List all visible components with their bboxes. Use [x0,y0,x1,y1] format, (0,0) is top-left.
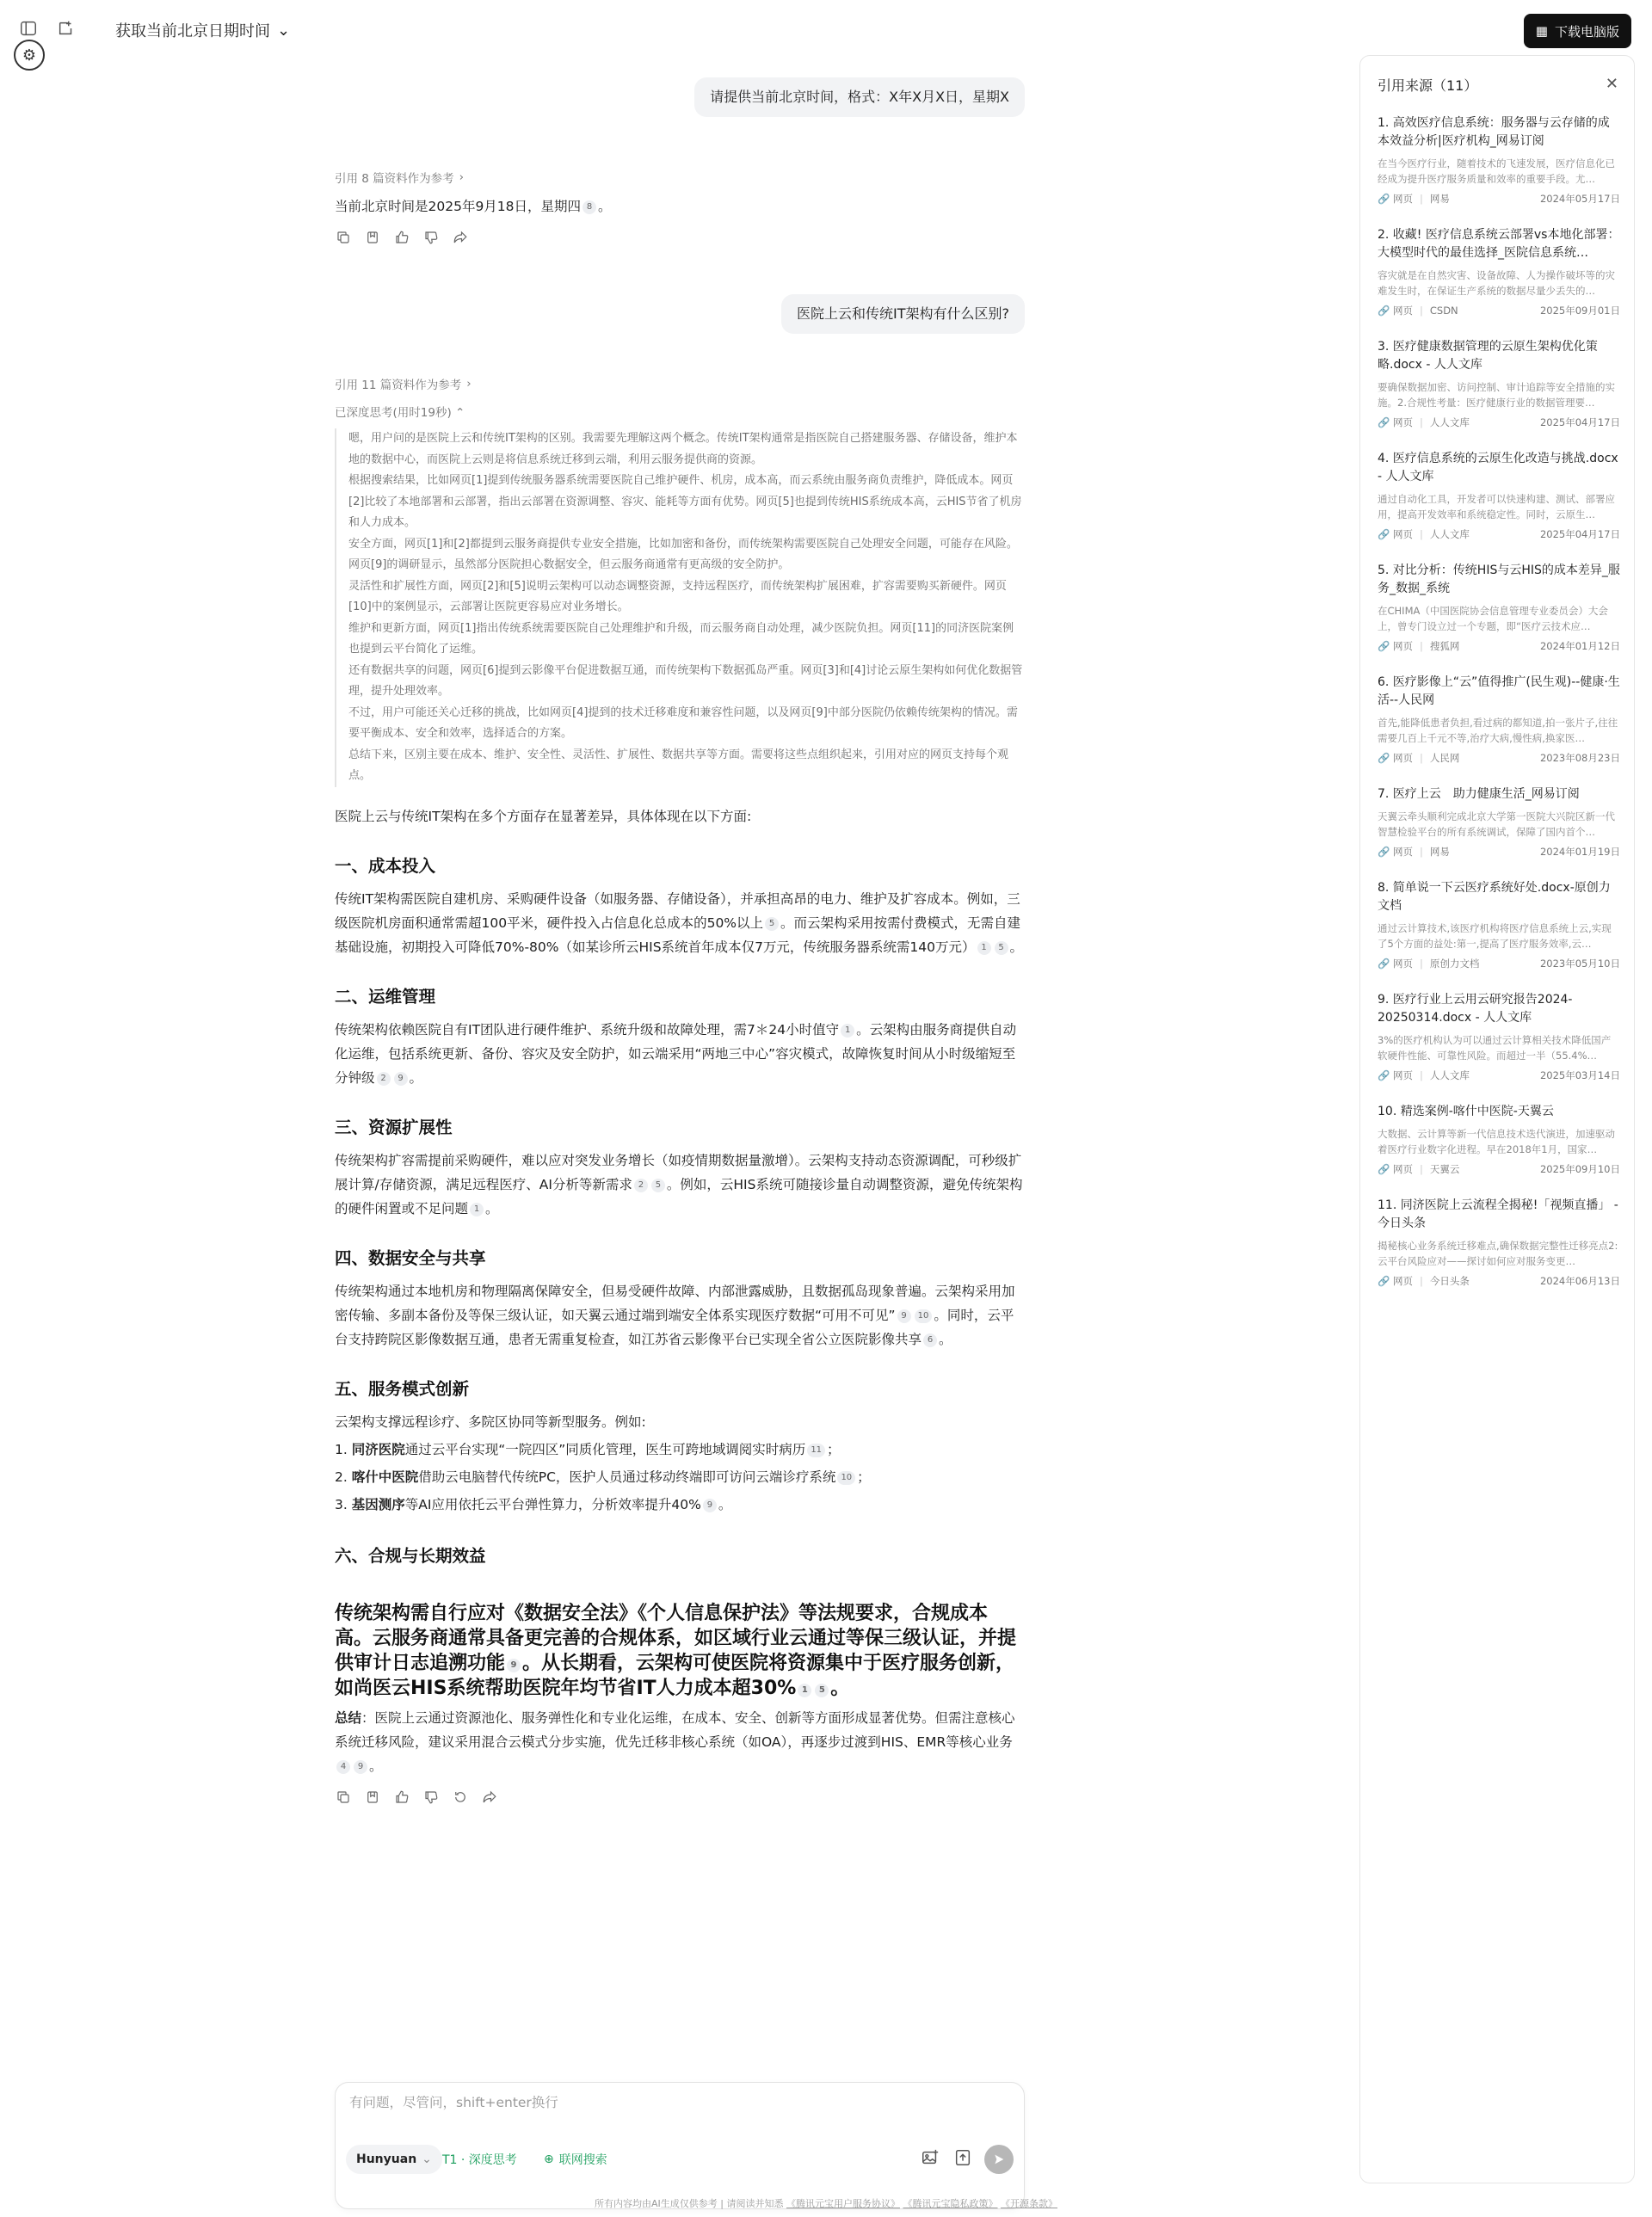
bookmark-icon[interactable] [364,229,381,246]
section-body [335,1149,1025,1221]
close-icon[interactable]: ✕ [1605,75,1618,93]
link-icon: 🔗 [1378,958,1390,970]
body-text: 。从长期看，云架构可使医院将资源集中于医疗服务创新，如尚医云HIS系统帮助医院年均节省IT人力成本超30% [335,1652,1015,1699]
source-title: 9. 医疗行业上云用云研究报告2024-20250314.docx - 人人文库 [1378,993,1573,1025]
think-paragraph: 安全方面，网页[1]和[2]都提到云服务商提供专业安全措施，比如加密和备份，而传统架构需要医院自己处理安全问题，可能存在风险。网页[9]的调研显示，虽然部分医院担心数据安全，但云服务商通常有更高级的安全防护。 [348,537,1018,571]
source-type: 网页 [1392,1163,1413,1175]
punct: 。 [369,1758,383,1774]
source-meta: 🔗 网页 | 人人文库 2025年04月17日 [1378,416,1620,428]
source-title: 6. 医疗影像上“云”值得推广(民生观)--健康·生活--人民网 [1378,675,1620,707]
source-date: 2025年04月17日 [1539,416,1620,428]
source-date: 2024年06月13日 [1539,1275,1620,1287]
user-message [694,77,1025,117]
citation-badge[interactable]: 9 [354,1760,367,1774]
citation-badge[interactable]: 5 [815,1684,829,1697]
source-type: 网页 [1392,846,1413,858]
chevron-down-icon: ⌄ [277,21,291,40]
source-type: 网页 [1392,305,1413,317]
citation-badge[interactable]: 9 [507,1659,521,1672]
source-date: 2025年03月14日 [1539,1069,1620,1081]
citation-badge[interactable]: 10 [837,1471,855,1485]
section-heading: 五、服务模式创新 [335,1378,470,1399]
reference-count: 引用 8 篇资料作为参考 [335,172,454,186]
think-paragraph: 维护和更新方面，网页[1]指出传统系统需要医院自己处理维护和升级，而云服务商自动处理，减少医院负担。网页[11]的同济医院案例也提到云平台简化了运维。 [348,621,1014,656]
list-text: 借助云电脑替代传统PC，医护人员通过移动终端即可访问云端诊疗系统 [418,1469,836,1485]
body-text: 。而云架构采用按需付费模式，无需自建基础设施，初期投入可降低70%-80%（如某诊所云HIS系统首年成本仅7万元，传统服务器系统需140万元） [335,915,1021,955]
source-type: 网页 [1392,1069,1413,1081]
source-date: 2024年01月12日 [1539,640,1620,652]
copy-icon[interactable] [335,1789,352,1806]
source-title: 10. 精选案例-喀什中医院-天翼云 [1378,1105,1554,1118]
punct: ； [857,1469,871,1485]
chevron-right-icon: › [459,170,465,184]
body-text: 传统架构通过本地机房和物理隔离保障安全，但易受硬件故障、内部泄露威胁，且数据孤岛现象普遍。云架构采用加密传输、多副本备份及等保三级认证，如天翼云通过端到端安全体系实现医疗数据“可用不可见” [335,1283,1015,1323]
citation-badge[interactable]: 1 [841,1024,854,1038]
citation-badge[interactable]: 10 [915,1309,933,1323]
link-icon: 🔗 [1378,305,1390,317]
list-bold: 基因测序 [351,1496,405,1512]
answer-actions [335,229,1025,246]
source-title: 3. 医疗健康数据管理的云原生架构优化策略.docx - 人人文库 [1378,340,1598,372]
sources-title: 引用来源（11） [1378,77,1478,94]
link-icon: 🔗 [1378,416,1390,428]
source-snippet: 天翼云牵头顺利完成北京大学第一医院大兴院区新一代智慧检验平台的所有系统调试，保障了国内首个… [1378,810,1615,838]
source-date: 2025年04月17日 [1539,528,1620,540]
source-snippet: 揭秘核心业务系统迁移难点,确保数据完整性迁移亮点2:云平台风险应对——探讨如何应对服务变更… [1378,1240,1618,1267]
share-icon[interactable] [481,1789,498,1806]
open-source-link[interactable]: 《开源条款》 [1000,2198,1057,2209]
source-item[interactable] [1378,1103,1620,1176]
chevron-up-icon: ⌃ [455,406,465,420]
punct: ； [827,1441,841,1457]
source-site: 天翼云 [1429,1163,1460,1175]
section-heading: 四、数据安全与共享 [335,1247,486,1268]
think-paragraph: 灵活性和扩展性方面，网页[2]和[5]说明云架构可以动态调整资源，支持远程医疗，而传统架构扩展困难，扩容需要购买新硬件。网页[10]中的案例显示，云部署让医院更容易应对业务增长。 [348,579,1007,613]
body-text: 。例如，云HIS系统可随接诊量自动调整资源，避免传统架构的硬件闲置或不足问题 [335,1176,1023,1216]
source-item[interactable] [1378,338,1620,429]
source-item[interactable] [1378,114,1620,206]
source-type: 网页 [1392,193,1413,205]
list-item [335,1491,1025,1518]
list-num: 2. [335,1469,348,1485]
assistant-answer [335,194,1025,219]
source-item[interactable] [1378,450,1620,541]
source-snippet: 通过自动化工具，开发者可以快速构建、测试、部署应用，提高开发效率和系统稳定性。同时，云原生… [1378,493,1615,520]
source-site: 人人文库 [1429,528,1470,540]
citation-badge[interactable]: 1 [798,1684,811,1697]
deep-think-label: T1 · 深度思考 [442,2153,517,2167]
source-item[interactable] [1378,879,1620,970]
source-date: 2025年09月10日 [1539,1163,1620,1175]
citation-badge[interactable]: 2 [377,1072,391,1086]
image-upload-icon[interactable] [921,2148,943,2171]
link-icon: 🔗 [1378,846,1390,858]
new-chat-icon[interactable] [57,19,77,40]
section-heading: 二、运维管理 [335,986,436,1007]
message-composer [335,2082,1025,2209]
list-num: 3. [335,1496,348,1512]
list-item [335,1463,1025,1491]
punct: 。 [939,1331,952,1347]
yuanbao-logo-icon[interactable]: ⚙ [14,40,45,71]
section-body [335,1018,1025,1090]
source-date: 2024年05月17日 [1539,193,1620,205]
source-snippet: 3%的医疗机构认为可以通过云计算相关技术降低国产软硬件性能、可靠性风险。而超过一半（55.4%… [1378,1034,1612,1062]
source-title: 4. 医疗信息系统的云原生化改造与挑战.docx - 人人文库 [1378,452,1618,483]
conversation-title-dropdown[interactable] [115,19,290,41]
list-text: 通过云平台实现“一院四区”同质化管理，医生可跨地域调阅实时病历 [404,1441,806,1457]
source-site: 网易 [1429,193,1450,205]
answer-text: 当前北京时间是2025年9月18日，星期四 [335,199,582,214]
think-paragraph: 嗯，用户问的是医院上云和传统IT架构的区别。我需要先理解这两个概念。传统IT架构通常是指医院自己搭建服务器、存储设备，维护本地的数据中心，而医院上云则是将信息系统迁移到云端，利用云服务提供商的资源。 [348,432,1018,466]
sidebar-toggle-icon[interactable] [19,19,40,40]
citation-badge[interactable]: 5 [765,917,779,931]
list-text: 等AI应用依托云平台弹性算力，分析效率提升40% [404,1496,701,1512]
citation-badge[interactable]: 9 [897,1309,911,1323]
link-icon: 🔗 [1378,1163,1390,1175]
message-input[interactable] [349,2095,1003,2110]
privacy-policy-link[interactable]: 《腾讯元宝隐私政策》 [903,2198,998,2209]
source-title: 5. 对比分析：传统HIS与云HIS的成本差异_服务_数据_系统 [1378,563,1620,595]
think-paragraph: 不过，用户可能还关心迁移的挑战，比如网页[4]提到的技术迁移难度和兼容性问题，以及网页[9]中部分医院仍依赖传统架构的情况。需要平衡成本、安全和效率，选择适合的方案。 [348,705,1018,740]
source-meta: 🔗 网页 | CSDN 2025年09月01日 [1378,305,1620,317]
punct: 。 [598,199,612,214]
source-meta: 🔗 网页 | 搜狐网 2024年01月12日 [1378,640,1620,652]
citation-badge[interactable]: 1 [977,941,991,955]
source-meta: 🔗 网页 | 人人文库 2025年04月17日 [1378,528,1620,540]
think-paragraph: 总结下来，区别主要在成本、维护、安全性、灵活性、扩展性、数据共享等方面。需要将这些点组织起来，引用对应的网页支持每个观点。 [348,748,1009,782]
download-desktop-button[interactable] [1524,14,1631,48]
source-type: 网页 [1392,528,1413,540]
source-meta: 🔗 网页 | 天翼云 2025年09月10日 [1378,1163,1620,1175]
thinking-content [335,428,1025,787]
download-label: 下载电脑版 [1554,23,1619,40]
source-snippet: 容灾就是在自然灾害、设备故障、人为操作破坏等的灾难发生时，在保证生产系统的数据尽量少丢失的… [1378,269,1615,297]
source-meta: 🔗 网页 | 人民网 2023年08月23日 [1378,752,1620,764]
body-text: 传统架构依赖医院自有IT团队进行硬件维护、系统升级和故障处理，需7＊24小时值守 [335,1021,840,1038]
source-title: 8. 简单说一下云医疗系统好处.docx-原创力文档 [1378,881,1611,913]
source-item[interactable] [1378,674,1620,765]
summary-label: 总结 [335,1709,362,1726]
source-date: 2025年09月01日 [1539,305,1620,317]
source-meta: 🔗 网页 | 今日头条 2024年06月13日 [1378,1275,1620,1287]
share-icon[interactable] [452,229,469,246]
citation-badge[interactable]: 11 [807,1444,825,1457]
footer-text: 所有内容均由AI生成仅供参考 | 请阅读并知悉 [595,2198,784,2209]
link-icon: 🔗 [1378,640,1390,652]
source-snippet: 大数据、云计算等新一代信息技术迭代演进，加速驱动着医疗行业数字化进程。早在2018年1月，国家… [1378,1128,1615,1155]
citation-badge[interactable]: 5 [995,941,1008,955]
source-meta: 🔗 网页 | 网易 2024年05月17日 [1378,193,1620,205]
source-item[interactable] [1378,562,1620,653]
chat-thread [335,77,1025,1806]
source-title: 11. 同济医院上云流程全揭秘!「视频直播」 - 今日头条 [1378,1198,1618,1230]
punct: 。 [1009,939,1024,955]
punct: 。 [718,1496,732,1512]
list-bold: 喀什中医院 [351,1469,419,1485]
summary-paragraph [335,1706,1025,1778]
reference-count: 引用 11 篇资料作为参考 [335,379,462,392]
source-site: 网易 [1429,846,1450,858]
body-text: 传统IT架构需医院自建机房、采购硬件设备（如服务器、存储设备），并承担高昂的电力、维护及扩容成本。例如，三级医院机房面积通常需超100平米，硬件投入占信息化总成本的50%以上 [335,890,1020,931]
punct: 。 [409,1069,423,1086]
punct: 。 [485,1200,499,1216]
citation-badge[interactable]: 6 [923,1333,937,1347]
section-body [335,1279,1025,1352]
citation-badge[interactable]: 9 [703,1499,717,1512]
web-search-toggle-button[interactable] [533,2145,618,2174]
source-site: CSDN [1429,305,1458,317]
chevron-down-icon: ⌄ [422,2152,432,2166]
section-body [335,887,1025,959]
deep-think-label: 已深度思考(用时19秒) [335,406,452,420]
body-text: 。同时，云平台支持跨院区影像数据互通，患者无需重复检查，如江苏省云影像平台已实现全省公立医院影像共享 [335,1307,1014,1347]
source-type: 网页 [1392,958,1413,970]
source-site: 人民网 [1429,752,1460,764]
web-search-label: 联网搜索 [558,2153,607,2167]
body-text: 传统架构需自行应对《数据安全法》《个人信息保护法》等法规要求，合规成本高。云服务商通常具备更完善的合规体系，如区域行业云通过等保三级认证，并提供审计日志追溯功能 [335,1602,1017,1674]
link-icon: 🔗 [1378,1275,1390,1287]
source-date: 2024年01月19日 [1539,846,1620,858]
source-item[interactable] [1378,1197,1620,1288]
answer-actions [335,1789,1025,1806]
source-date: 2023年08月23日 [1539,752,1620,764]
source-snippet: 首先,能降低患者负担,看过病的都知道,拍一张片子,往往需要几百上千元不等,治疗大病,慢性病,换家医… [1378,717,1618,744]
bookmark-icon[interactable] [364,1789,381,1806]
list-bold: 同济医院 [351,1441,405,1457]
copy-icon[interactable] [335,229,352,246]
think-paragraph: 还有数据共享的问题，网页[6]提到云影像平台促进数据互通，而传统架构下数据孤岛严重。网页[3]和[4]讨论云原生架构如何优化数据管理，提升处理效率。 [348,663,1023,698]
source-snippet: 在当今医疗行业，随着技术的飞速发展，医疗信息化已经成为提升医疗服务质量和效率的重要手段。尤… [1378,157,1615,185]
file-upload-icon[interactable] [953,2148,976,2171]
source-type: 网页 [1392,416,1413,428]
source-site: 今日头条 [1429,1275,1470,1287]
source-meta: 🔗 网页 | 人人文库 2025年03月14日 [1378,1069,1620,1081]
link-icon: 🔗 [1378,752,1390,764]
link-icon: 🔗 [1378,193,1390,205]
section-intro: 云架构支撑远程诊疗、多院区协同等新型服务。例如: [335,1413,646,1430]
user-agreement-link[interactable]: 《腾讯元宝用户服务协议》 [786,2198,900,2209]
deep-think-toggle[interactable] [335,403,1025,420]
example-list [335,1436,1025,1518]
source-type: 网页 [1392,1275,1413,1287]
citation-badge[interactable]: 9 [394,1072,408,1086]
think-paragraph: 根据搜索结果，比如网页[1]提到传统服务器系统需要医院自己维护硬件、机房，成本高，而云系统由服务商负责维护，降低成本。网页[2]比较了本地部署和云部署，指出云部署在资源调整、容灾、能耗等方面有优势。网页[5]也提到传统HIS系统成本高，云HIS节省了机房和人力成本。 [348,474,1022,529]
source-date: 2023年05月10日 [1539,958,1620,970]
sources-panel [1359,55,1635,2183]
body-text: 。云架构由服务商提供自动化运维，包括系统更新、备份、容灾及安全防护，如云端采用“两地三中心”容灾模式，故障恢复时间从小时级缩短至分钟级 [335,1021,1017,1086]
user-message-text: 医院上云和传统IT架构有什么区别? [797,305,1009,322]
punct: 。 [830,1677,850,1699]
source-site: 搜狐网 [1429,640,1460,652]
send-button[interactable] [984,2145,1014,2174]
thumbs-down-icon[interactable] [422,1789,440,1806]
deep-think-toggle-button[interactable] [432,2145,527,2174]
source-title: 2. 收藏! 医疗信息系统云部署vs本地化部署：大模型时代的最佳选择_医院信息系统… [1378,228,1620,260]
source-snippet: 在CHIMA（中国医院协会信息管理专业委员会）大会上，曾专门设立过一个专题，即“医疗云技术应… [1378,605,1608,632]
globe-icon: ⊕ [544,2152,554,2166]
citation-badge[interactable]: 4 [336,1760,350,1774]
source-snippet: 要确保数据加密、访问控制、审计追踪等安全措施的实施。2.合规性考量：医疗健康行业的数据管理要… [1378,381,1615,409]
section-heading: 一、成本投入 [335,855,436,876]
user-message-text: 请提供当前北京时间，格式：X年X月X日，星期X [710,89,1009,105]
regenerate-icon[interactable] [452,1789,469,1806]
source-item[interactable] [1378,226,1620,317]
windows-icon: ▦ [1535,23,1548,39]
reference-toggle[interactable] [335,375,1025,392]
source-title: 1. 高效医疗信息系统：服务器与云存储的成本效益分析|医疗机构_网易订阅 [1378,116,1610,148]
disclaimer-footer [0,2196,1652,2210]
source-title: 7. 医疗上云 助力健康生活_网易订阅 [1378,787,1580,801]
list-num: 1. [335,1441,348,1457]
answer-intro: 医院上云与传统IT架构在多个方面存在显著差异，具体体现在以下方面: [335,808,752,824]
source-site: 原创力文档 [1429,958,1480,970]
conversation-title: 获取当前北京日期时间 [115,22,270,40]
reference-toggle[interactable] [335,169,1025,186]
citation-badge[interactable]: 8 [583,200,596,214]
source-type: 网页 [1392,640,1413,652]
thumbs-up-icon[interactable] [393,1789,410,1806]
citation-badge[interactable]: 1 [470,1203,484,1216]
emphasized-paragraph [335,1601,1025,1701]
thumbs-down-icon[interactable] [422,229,440,246]
source-site: 人人文库 [1429,416,1470,428]
thumbs-up-icon[interactable] [393,229,410,246]
user-message [781,294,1025,334]
chevron-right-icon: › [466,377,472,391]
section-heading: 六、合规与长期效益 [335,1545,486,1566]
source-meta: 🔗 网页 | 网易 2024年01月19日 [1378,846,1620,858]
source-snippet: 通过云计算技术,该医疗机构将医疗信息系统上云,实现了5个方面的益处:第一,提高了医疗服务效率,云… [1378,922,1612,950]
list-item [335,1436,1025,1463]
body-text: ：医院上云通过资源池化、服务弹性化和专业化运维，在成本、安全、创新等方面形成显著优势。但需注意核心系统迁移风险，建议采用混合云模式分步实施，优先迁移非核心系统（如OA），再逐步过渡到HIS、EMR等核心业务 [335,1709,1015,1750]
model-label: Hunyuan [356,2152,417,2166]
source-meta: 🔗 网页 | 原创力文档 2023年05月10日 [1378,958,1620,970]
citation-badge[interactable]: 2 [634,1179,648,1192]
model-selector[interactable] [346,2145,442,2174]
source-item[interactable] [1378,785,1620,859]
section-heading: 三、资源扩展性 [335,1117,453,1137]
source-item[interactable] [1378,991,1620,1082]
source-site: 人人文库 [1429,1069,1470,1081]
top-bar [0,0,1652,65]
citation-badge[interactable]: 5 [651,1179,665,1192]
body-text: 传统架构扩容需提前采购硬件，难以应对突发业务增长（如疫情期数据量激增）。云架构支持动态资源调配，可秒级扩展计算/存储资源，满足远程医疗、AI分析等新需求 [335,1152,1022,1192]
source-list [1378,114,1620,1309]
link-icon: 🔗 [1378,1069,1390,1081]
link-icon: 🔗 [1378,528,1390,540]
source-type: 网页 [1392,752,1413,764]
